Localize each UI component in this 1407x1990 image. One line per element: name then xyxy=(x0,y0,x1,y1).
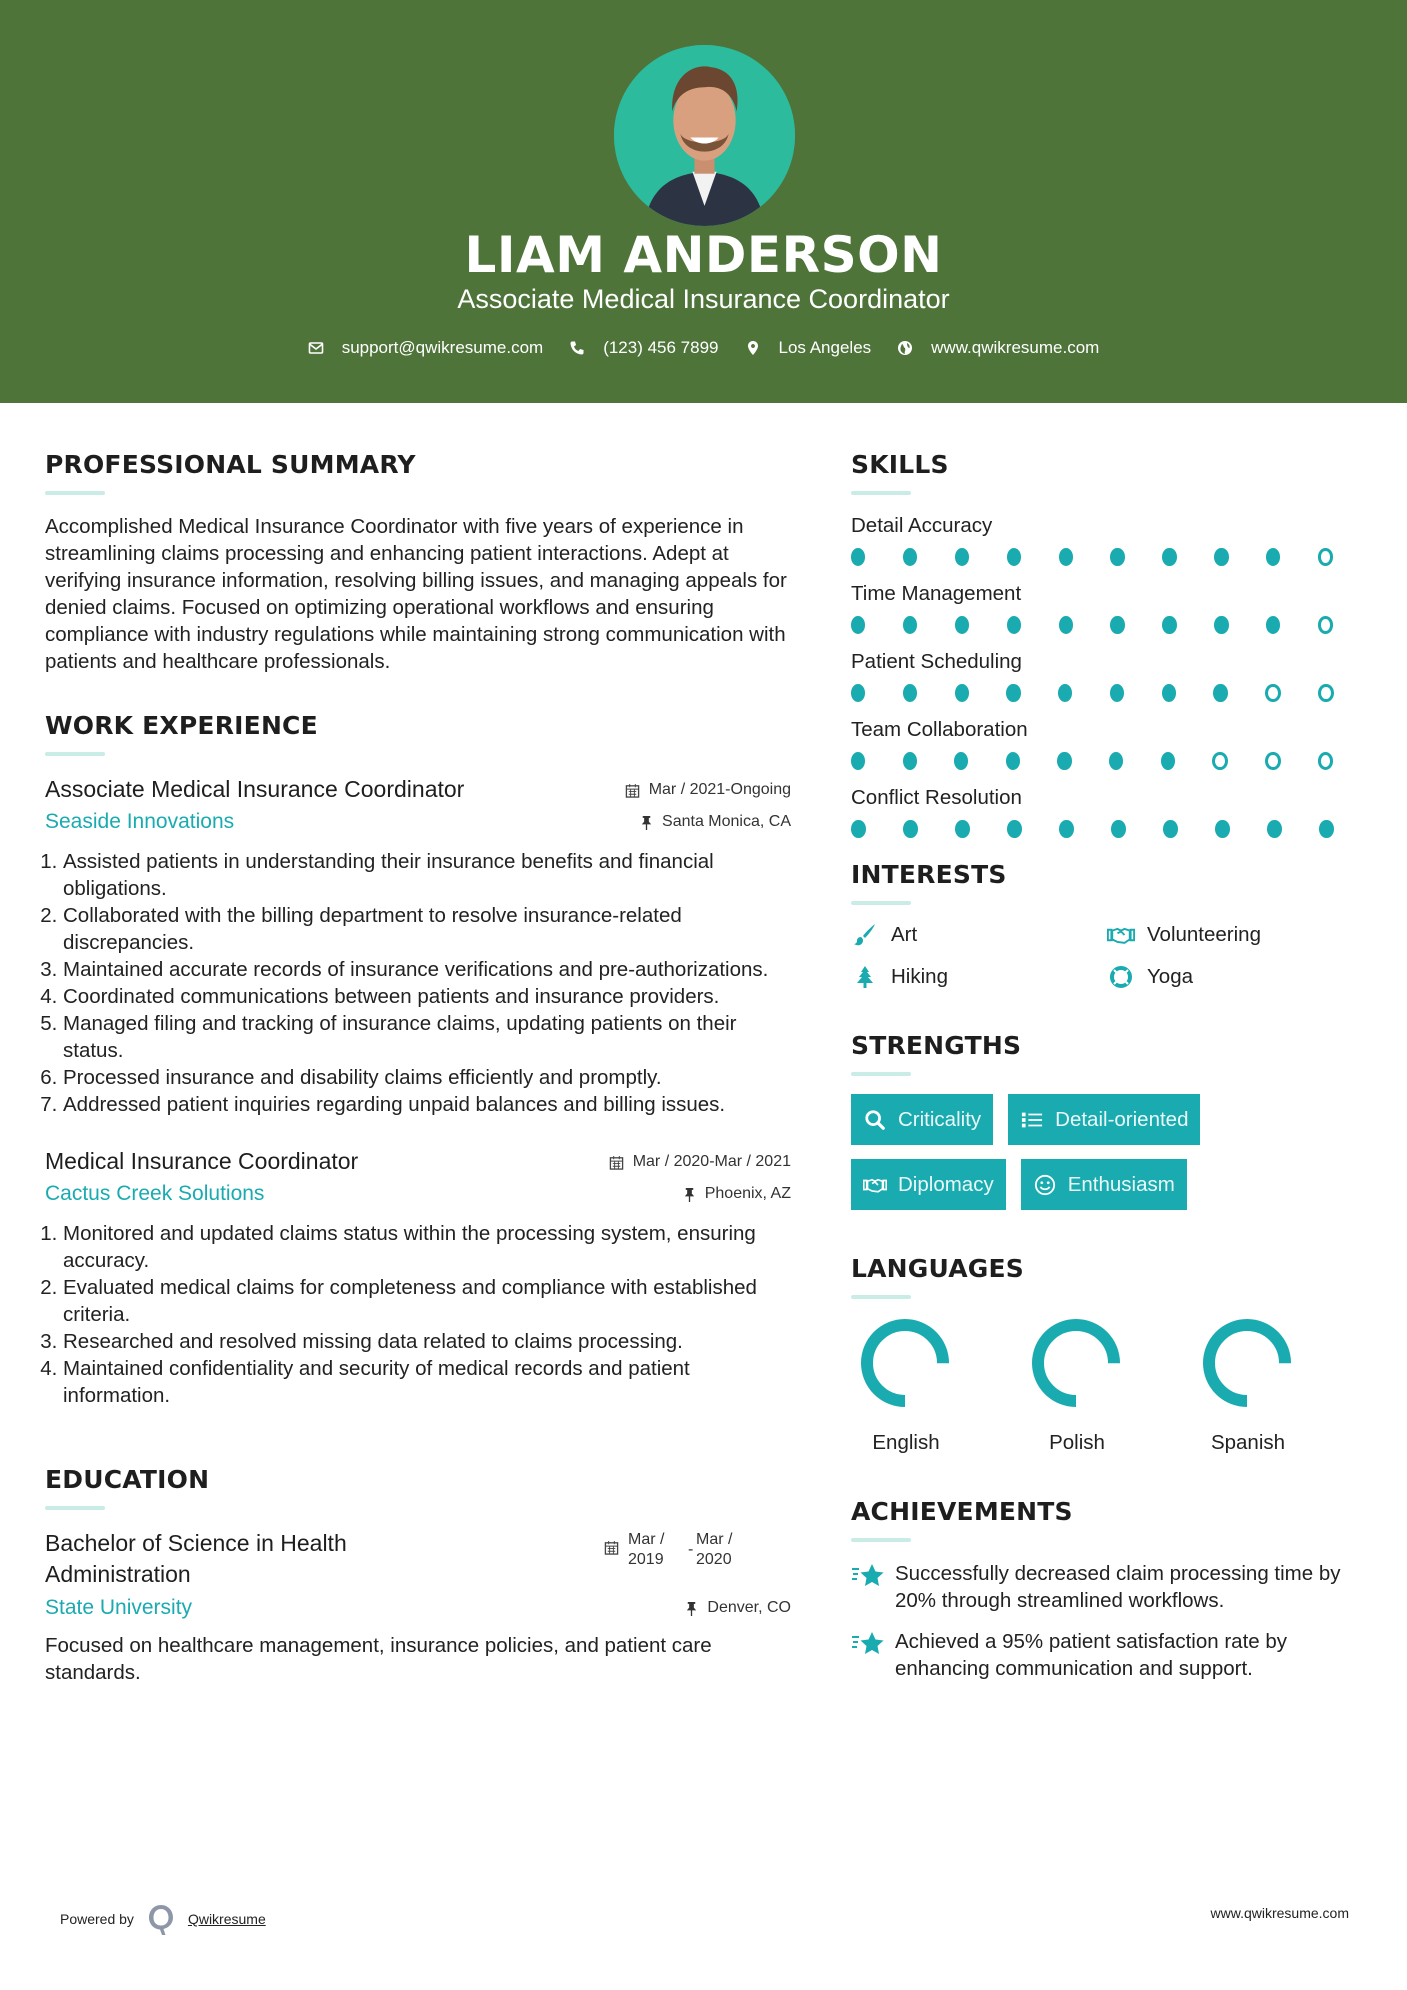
section-underline xyxy=(851,1295,911,1299)
rating-dot-filled xyxy=(1006,752,1020,770)
rating-dot-filled xyxy=(1059,548,1073,566)
paint-brush-icon xyxy=(851,923,879,947)
rating-dot-filled xyxy=(851,752,865,770)
contact-location xyxy=(745,338,872,358)
skill-label: Conflict Resolution xyxy=(851,786,1022,809)
section-underline xyxy=(851,1072,911,1076)
languages-list xyxy=(851,1317,1371,1455)
contact-bar xyxy=(0,338,1407,358)
rating-dot-filled xyxy=(1214,616,1228,634)
interest-item: Hiking xyxy=(851,965,1107,989)
section-underline xyxy=(45,491,105,495)
section-underline xyxy=(851,1538,911,1542)
star-achievement-icon xyxy=(851,1562,885,1590)
candidate-role: Associate Medical Insurance Coordinator xyxy=(457,284,950,314)
smile-icon xyxy=(1033,1174,1057,1196)
rating-dot-filled xyxy=(1215,820,1230,838)
rating-dot-filled xyxy=(903,548,917,566)
section-underline xyxy=(45,1506,105,1510)
language-name: English xyxy=(872,1431,940,1454)
rating-dot-filled xyxy=(1057,752,1071,770)
list-item: 1. Assisted patients in understanding their insurance benefits and financial obligations. xyxy=(63,848,791,902)
rating-dot-filled xyxy=(903,684,917,702)
left-column xyxy=(45,450,791,1686)
skill-rating xyxy=(851,548,1371,566)
achievement-item: Successfully decreased claim processing time by 20% through streamlined workflows. xyxy=(851,1560,1371,1614)
powered-by: Powered by Qwikresume xyxy=(60,1902,266,1936)
contact-phone-text: (123) 456 7899 xyxy=(603,338,719,357)
rating-dot-filled xyxy=(1161,752,1175,770)
list-item: 3. Researched and resolved missing data related to claims processing. xyxy=(63,1328,791,1355)
rating-dot-filled xyxy=(903,820,918,838)
experience-section xyxy=(45,711,791,1409)
language-name: Spanish xyxy=(1210,1431,1286,1454)
language-name: Polish xyxy=(1049,1431,1105,1454)
rating-dot-empty xyxy=(1318,616,1334,634)
strength-tag: Detail-oriented xyxy=(1008,1094,1200,1145)
rating-dot-filled xyxy=(851,684,865,702)
strength-tag: Enthusiasm xyxy=(1021,1159,1187,1210)
section-title: PROFESSIONAL SUMMARY xyxy=(45,450,416,479)
contact-email[interactable] xyxy=(308,338,544,358)
contact-website[interactable] xyxy=(897,338,1099,358)
rating-dot-filled xyxy=(1162,684,1176,702)
rating-dot-filled xyxy=(1213,684,1227,702)
interest-item: Yoga xyxy=(1107,965,1347,989)
thumbtack-icon xyxy=(683,1187,696,1202)
section-title: EDUCATION xyxy=(45,1465,210,1494)
job-bullets xyxy=(45,848,791,1118)
rating-dot-filled xyxy=(1059,616,1073,634)
rating-dot-filled xyxy=(1058,684,1072,702)
rating-dot-empty xyxy=(1318,752,1333,770)
rating-dot-filled xyxy=(955,684,969,702)
section-title: WORK EXPERIENCE xyxy=(45,711,318,740)
rating-dot-filled xyxy=(955,616,969,634)
thumbtack-icon xyxy=(640,815,653,830)
rating-dot-filled xyxy=(1110,616,1124,634)
degree-title: Bachelor of Science in Health Administration xyxy=(45,1530,347,1587)
education-section xyxy=(45,1465,791,1686)
calendar-icon xyxy=(625,783,640,798)
job-dates: Mar / 2021-Ongoing xyxy=(625,774,791,800)
person-photo-icon xyxy=(614,45,795,226)
section-title: SKILLS xyxy=(851,450,949,479)
list-item: 1. Monitored and updated claims status within the processing system, ensuring accuracy. xyxy=(63,1220,791,1274)
rating-dot-filled xyxy=(1266,548,1280,566)
skill-rating xyxy=(851,616,1371,634)
rating-dot-filled xyxy=(851,548,865,566)
calendar-icon xyxy=(609,1155,624,1170)
language-progress-ring xyxy=(1030,1317,1122,1409)
job-location: Santa Monica, CA xyxy=(640,813,791,831)
job-bullets xyxy=(45,1220,791,1409)
section-title: LANGUAGES xyxy=(851,1254,1025,1283)
contact-website-text: www.qwikresume.com xyxy=(931,338,1100,357)
rating-dot-filled xyxy=(851,616,865,634)
rating-dot-filled xyxy=(1007,820,1022,838)
job-entry xyxy=(45,1146,791,1409)
rating-dot-filled xyxy=(955,820,970,838)
strength-tag: Diplomacy xyxy=(851,1159,1006,1210)
school-name: State University xyxy=(45,1596,193,1619)
rating-dot-filled xyxy=(954,752,968,770)
language-progress-ring xyxy=(1201,1317,1293,1409)
education-dates xyxy=(604,1530,756,1570)
education-end: Mar / 2020 xyxy=(696,1531,733,1568)
qwikresume-logo-icon xyxy=(146,1902,176,1936)
education-start: Mar / 2019 xyxy=(628,1531,665,1568)
summary-section xyxy=(45,450,791,675)
section-underline xyxy=(45,752,105,756)
skill-label: Detail Accuracy xyxy=(851,514,993,537)
interest-item: Volunteering xyxy=(1107,923,1347,947)
job-dates: Mar / 2020-Mar / 2021 xyxy=(609,1146,791,1172)
language-progress-ring xyxy=(859,1317,951,1409)
envelope-icon xyxy=(308,340,324,356)
list-item: 3. Maintained accurate records of insurance verifications and pre-authorizations. xyxy=(63,956,791,983)
language-item xyxy=(851,1317,1022,1455)
list-item: 4. Coordinated communications between patients and insurance providers. xyxy=(63,983,791,1010)
interest-item: Art xyxy=(851,923,1107,947)
rating-dot-filled xyxy=(903,616,917,634)
section-title: STRENGTHS xyxy=(851,1031,1022,1060)
rating-dot-filled xyxy=(1111,820,1126,838)
section-underline xyxy=(851,491,911,495)
rating-dot-filled xyxy=(955,548,969,566)
rating-dot-filled xyxy=(1319,820,1334,838)
list-item: 6. Processed insurance and disability claims efficiently and promptly. xyxy=(63,1064,791,1091)
rating-dot-filled xyxy=(1266,616,1280,634)
strengths-section xyxy=(851,1031,1371,1224)
rating-dot-filled xyxy=(1267,820,1282,838)
date-separator: - xyxy=(688,1541,694,1558)
rating-dot-filled xyxy=(1007,616,1021,634)
thumbtack-icon xyxy=(685,1601,698,1616)
list-item: 5. Managed filing and tracking of insurance claims, updating patients on their status. xyxy=(63,1010,791,1064)
rating-dot-filled xyxy=(1007,548,1021,566)
skill-rating xyxy=(851,684,1371,702)
rating-dot-empty xyxy=(1318,684,1334,702)
job-location: Phoenix, AZ xyxy=(683,1185,791,1203)
footer-url[interactable]: www.qwikresume.com xyxy=(1210,1905,1349,1921)
rating-dot-filled xyxy=(903,752,917,770)
handshake-icon xyxy=(863,1174,887,1196)
skill-rating xyxy=(851,820,1371,838)
rating-dot-filled xyxy=(1162,548,1176,566)
skill-label: Patient Scheduling xyxy=(851,650,1022,673)
skill-label: Time Management xyxy=(851,582,1022,605)
phone-icon xyxy=(569,340,585,356)
skill-rating xyxy=(851,752,1371,770)
list-item: 2. Evaluated medical claims for completeness and compliance with established criteria. xyxy=(63,1274,791,1328)
candidate-name: LIAM ANDERSON xyxy=(464,226,943,284)
rating-dot-empty xyxy=(1212,752,1227,770)
achievements-section xyxy=(851,1497,1371,1682)
rating-dot-filled xyxy=(1059,820,1074,838)
rating-dot-filled xyxy=(1006,684,1020,702)
resume-header xyxy=(0,0,1407,403)
summary-text: Accomplished Medical Insurance Coordinator with five years of experience in streamlining claims processing and enhancing patient interactions. Adept at verifying insurance information, resolving billing issues, and managing appeals for denied claims. Focused on optimizing operational workflows and ensuring compliance with industry regulations while maintaining strong communication with patients and healthcare professionals. xyxy=(45,515,787,673)
tree-icon xyxy=(851,965,879,989)
handshake-icon xyxy=(1107,923,1135,947)
right-column xyxy=(851,450,1371,1696)
rating-dot-filled xyxy=(1110,684,1124,702)
company-name: Seaside Innovations xyxy=(45,810,235,833)
language-item xyxy=(1193,1317,1364,1455)
rating-dot-empty xyxy=(1265,752,1280,770)
list-item: 2. Collaborated with the billing department to resolve insurance-related discrepancies. xyxy=(63,902,791,956)
globe-icon xyxy=(897,340,913,356)
rating-dot-filled xyxy=(1214,548,1228,566)
languages-section xyxy=(851,1254,1371,1455)
list-item: 7. Addressed patient inquiries regarding unpaid balances and billing issues. xyxy=(63,1091,791,1118)
search-icon xyxy=(863,1109,887,1131)
contact-phone[interactable] xyxy=(569,338,718,358)
rating-dot-filled xyxy=(1163,820,1178,838)
star-achievement-icon xyxy=(851,1630,885,1658)
rating-dot-empty xyxy=(1265,684,1281,702)
language-item xyxy=(1022,1317,1193,1455)
rating-dot-filled xyxy=(1110,548,1124,566)
calendar-icon xyxy=(604,1540,619,1555)
rating-dot-filled xyxy=(1109,752,1123,770)
job-entry xyxy=(45,774,791,1118)
rating-dot-filled xyxy=(851,820,866,838)
contact-location-text: Los Angeles xyxy=(778,338,872,357)
job-title: Medical Insurance Coordinator xyxy=(45,1148,359,1174)
list-item: 4. Maintained confidentiality and security of medical records and patient information. xyxy=(63,1355,791,1409)
school-location: Denver, CO xyxy=(685,1599,791,1617)
rating-dot-filled xyxy=(1162,616,1176,634)
section-title: INTERESTS xyxy=(851,860,1007,889)
qwikresume-link[interactable]: Qwikresume xyxy=(187,1911,266,1927)
company-name: Cactus Creek Solutions xyxy=(45,1182,265,1205)
education-description: Focused on healthcare management, insurance policies, and patient care standards. xyxy=(45,1634,712,1684)
section-underline xyxy=(851,901,911,905)
list-icon xyxy=(1020,1109,1044,1131)
contact-email-text: support@qwikresume.com xyxy=(341,338,544,357)
rating-dot-empty xyxy=(1318,548,1334,566)
achievement-item: Achieved a 95% patient satisfaction rate by enhancing communication and support. xyxy=(851,1628,1371,1682)
skills-section xyxy=(851,450,1371,838)
skills-list xyxy=(851,513,1371,838)
interests-section xyxy=(851,860,1371,989)
skill-label: Team Collaboration xyxy=(851,718,1028,741)
strength-tag: Criticality xyxy=(851,1094,993,1145)
section-title: ACHIEVEMENTS xyxy=(851,1497,1073,1526)
job-title: Associate Medical Insurance Coordinator xyxy=(45,776,465,802)
life-ring-icon xyxy=(1107,965,1135,989)
profile-photo xyxy=(614,45,795,226)
map-marker-icon xyxy=(745,340,761,356)
